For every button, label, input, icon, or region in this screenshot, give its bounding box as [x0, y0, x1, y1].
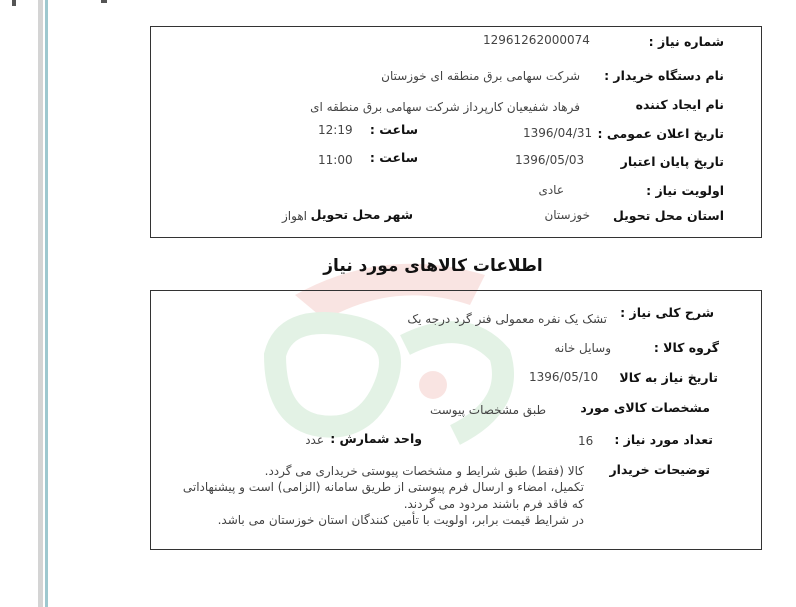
- description-label: شرح کلی نیاز :: [620, 305, 714, 320]
- city-label: شهر محل تحویل: [310, 207, 413, 222]
- need-date-value: 1396/05/10: [529, 370, 599, 384]
- left-margin-accent: [45, 0, 48, 607]
- quantity-value: 16: [578, 434, 594, 448]
- specs-label: مشخصات کالای مورد: [580, 400, 710, 415]
- deadline-time-value: 11:00: [318, 153, 353, 167]
- buyer-note-line: که فاقد فرم باشند مردود می گردند.: [403, 497, 584, 511]
- need-date-label: تاریخ نیاز به کالا: [619, 370, 718, 385]
- goods-info-box: [150, 290, 762, 550]
- top-tick-mark: [101, 0, 107, 3]
- creator-label: نام ایجاد کننده: [635, 97, 724, 112]
- deadline-time-label: ساعت :: [369, 150, 418, 165]
- top-left-mark: [12, 0, 16, 6]
- announce-date-value: 1396/04/31: [523, 126, 593, 140]
- deadline-label: تاریخ پایان اعتبار: [620, 154, 724, 169]
- need-number-label: شماره نیاز :: [648, 34, 724, 49]
- priority-value: عادی: [538, 183, 564, 197]
- buyer-note-line: در شرایط قیمت برابر، اولویت با تأمین کنندگان استان خوزستان می باشد.: [217, 513, 584, 527]
- unit-value: عدد: [305, 433, 324, 447]
- quantity-label: تعداد مورد نیاز :: [614, 432, 713, 447]
- priority-label: اولویت نیاز :: [646, 183, 724, 198]
- specs-value: طبق مشخصات پیوست: [429, 403, 546, 417]
- buyer-org-label: نام دستگاه خریدار :: [604, 68, 724, 83]
- buyer-note-line: کالا (فقط) طبق شرایط و مشخصات پیوستی خریداری می گردد.: [264, 464, 584, 478]
- goods-section-title: اطلاعات کالاهای مورد نیاز: [323, 256, 543, 276]
- province-label: استان محل تحویل: [612, 208, 724, 223]
- announce-date-label: تاریخ اعلان عمومی :: [597, 126, 724, 141]
- announce-time-value: 12:19: [318, 123, 353, 137]
- group-label: گروه کالا :: [653, 340, 719, 355]
- announce-time-label: ساعت :: [369, 122, 418, 137]
- creator-value: فرهاد شفیعیان کارپرداز شرکت سهامی برق منطقه ای: [310, 100, 580, 114]
- group-value: وسایل خانه: [554, 341, 611, 355]
- province-value: خوزستان: [544, 208, 590, 222]
- need-number-value: 12961262000074: [483, 33, 590, 47]
- left-margin-rule: [38, 0, 43, 607]
- buyer-notes-label: توضیحات خریدار: [609, 462, 710, 477]
- unit-label: واحد شمارش :: [330, 431, 422, 446]
- description-value: تشک یک نفره معمولی فنر گرد درجه یک: [407, 312, 607, 326]
- city-value: اهواز: [282, 209, 307, 223]
- buyer-org-value: شرکت سهامی برق منطقه ای خوزستان: [381, 69, 580, 83]
- buyer-note-line: تکمیل، امضاء و ارسال فرم پیوستی از طریق سامانه (الزامی) است و پیشنهاداتی: [182, 480, 584, 494]
- deadline-date-value: 1396/05/03: [515, 153, 585, 167]
